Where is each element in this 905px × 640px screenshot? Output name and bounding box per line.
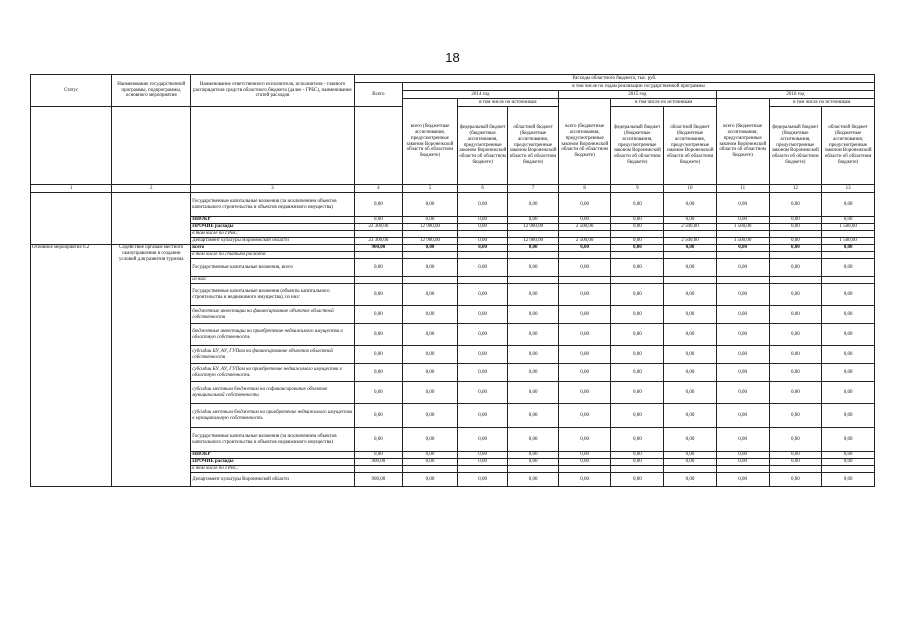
- column-number: 10: [664, 185, 717, 193]
- value-cell: 0,00: [558, 452, 611, 459]
- value-cell: 0,00: [457, 306, 507, 324]
- value-cell: 0,00: [664, 217, 717, 224]
- value-cell: [457, 231, 507, 238]
- row-label: Государственные капитальные вложения (за исключением объектов капитального строительства и объектов недвижимого имущества): [191, 428, 355, 452]
- value-cell: 0,00: [508, 324, 558, 346]
- row-label: Департамент культуры Воронежской области: [191, 473, 355, 487]
- header-year-2015: 2015 год: [558, 91, 716, 99]
- value-cell: 0,00: [664, 428, 717, 452]
- value-cell: 0,00: [716, 428, 769, 452]
- value-cell: 1 500,00: [822, 224, 875, 231]
- value-cell: 0,00: [611, 193, 664, 217]
- program-cell-empty: [112, 193, 191, 245]
- value-cell: 0,00: [354, 259, 402, 277]
- value-cell: 0,00: [558, 404, 611, 428]
- value-cell: [508, 252, 558, 259]
- value-cell: 0,00: [457, 452, 507, 459]
- value-cell: 0,00: [403, 259, 458, 277]
- value-cell: 0,00: [664, 452, 717, 459]
- value-cell: 0,00: [558, 346, 611, 364]
- value-cell: 0,00: [769, 364, 822, 382]
- value-cell: 0,00: [769, 259, 822, 277]
- value-cell: [403, 252, 458, 259]
- value-cell: 0,00: [558, 324, 611, 346]
- value-cell: 0,00: [558, 193, 611, 217]
- value-cell: 0,00: [457, 259, 507, 277]
- value-cell: 0,00: [769, 428, 822, 452]
- value-cell: 2 500,00: [664, 238, 717, 245]
- value-cell: [457, 466, 507, 473]
- value-cell: 0,00: [664, 346, 717, 364]
- table-row: [31, 245, 875, 252]
- value-cell: [611, 277, 664, 284]
- value-cell: [558, 231, 611, 238]
- row-label: Государственные капитальные вложения (за исключением объектов капитального строительства и объектов недвижимого имущества): [191, 193, 355, 217]
- value-cell: [716, 252, 769, 259]
- value-cell: 0,00: [716, 217, 769, 224]
- value-cell: 0,00: [457, 364, 507, 382]
- value-cell: [611, 252, 664, 259]
- header-by-years: в том числе по годам реализации государственной программы: [403, 83, 875, 91]
- row-label: ПРОЧИЕ расходы: [191, 459, 355, 466]
- value-cell: 0,00: [822, 428, 875, 452]
- value-cell: 0,00: [769, 224, 822, 231]
- value-cell: [664, 252, 717, 259]
- value-cell: [822, 231, 875, 238]
- value-cell: 0,00: [822, 324, 875, 346]
- value-cell: 0,00: [769, 306, 822, 324]
- value-cell: 0,00: [664, 364, 717, 382]
- row-label: субсидии БУ, АУ, ГУПам на приобретение недвижимого имущества в областную собственность: [191, 364, 355, 382]
- value-cell: 0,00: [403, 459, 458, 466]
- row-label: Департамент культуры Воронежской области: [191, 238, 355, 245]
- value-cell: 0,00: [716, 459, 769, 466]
- value-cell: 0,00: [822, 404, 875, 428]
- value-cell: 0,00: [822, 284, 875, 306]
- row-label: Государственные капитальные вложения (объекты капитального строительства и недвижимого имущества), из них:: [191, 284, 355, 306]
- value-cell: [769, 252, 822, 259]
- value-cell: 0,00: [558, 473, 611, 487]
- value-cell: 900,00: [354, 459, 402, 466]
- value-cell: 0,00: [611, 306, 664, 324]
- value-cell: [558, 466, 611, 473]
- value-cell: 0,00: [457, 284, 507, 306]
- value-cell: [611, 466, 664, 473]
- value-cell: 0,00: [716, 284, 769, 306]
- value-cell: [716, 277, 769, 284]
- row-label: всего: [191, 245, 355, 252]
- value-cell: 0,00: [716, 306, 769, 324]
- header-regional-2016: областной бюджет (бюджетные ассигнования, предусмотренные законом Воронежской области об областном бюджете): [822, 107, 875, 185]
- value-cell: 0,00: [716, 259, 769, 277]
- column-number: 13: [822, 185, 875, 193]
- column-number: 6: [457, 185, 507, 193]
- value-cell: 0,00: [611, 382, 664, 404]
- value-cell: 0,00: [403, 217, 458, 224]
- value-cell: 0,00: [822, 193, 875, 217]
- value-cell: 0,00: [354, 364, 402, 382]
- value-cell: 0,00: [508, 259, 558, 277]
- row-label: НИОКР: [191, 452, 355, 459]
- table-body-top: [31, 193, 875, 245]
- value-cell: 0,00: [769, 459, 822, 466]
- column-number: 5: [403, 185, 458, 193]
- value-cell: 1 500,00: [822, 238, 875, 245]
- value-cell: 0,00: [716, 404, 769, 428]
- value-cell: 0,00: [822, 382, 875, 404]
- value-cell: 0,00: [611, 324, 664, 346]
- value-cell: 0,00: [457, 404, 507, 428]
- row-label: в том числе по ГРБС:: [191, 231, 355, 238]
- value-cell: 0,00: [611, 473, 664, 487]
- value-cell: 0,00: [664, 404, 717, 428]
- value-cell: 0,00: [611, 459, 664, 466]
- value-cell: 0,00: [769, 217, 822, 224]
- value-cell: 0,00: [508, 346, 558, 364]
- table-body-measure: [31, 245, 875, 487]
- value-cell: 0,00: [769, 245, 822, 252]
- header-total-2014: всего (бюджетные ассигнования, предусмотренные законом Воронежской области об областном бюджете): [403, 99, 458, 185]
- value-cell: 0,00: [611, 346, 664, 364]
- value-cell: 0,00: [664, 306, 717, 324]
- value-cell: 0,00: [457, 473, 507, 487]
- value-cell: 0,00: [508, 473, 558, 487]
- value-cell: 0,00: [558, 428, 611, 452]
- value-cell: 0,00: [716, 245, 769, 252]
- value-cell: 0,00: [822, 364, 875, 382]
- value-cell: 0,00: [403, 324, 458, 346]
- header-regional-2014: областной бюджет (бюджетные ассигнования, предусмотренные законом Воронежской области об областном бюджете): [508, 107, 558, 185]
- value-cell: 0,00: [457, 245, 507, 252]
- table-row: [31, 193, 875, 217]
- value-cell: 0,00: [664, 193, 717, 217]
- value-cell: 0,00: [403, 193, 458, 217]
- value-cell: 0,00: [664, 459, 717, 466]
- value-cell: 0,00: [822, 346, 875, 364]
- value-cell: 0,00: [664, 473, 717, 487]
- row-label: субсидии местным бюджетам на софинансирование объектов муниципальной собственности: [191, 382, 355, 404]
- value-cell: 0,00: [664, 284, 717, 306]
- header-status: Статус: [31, 75, 112, 107]
- header-expenses: Расходы областного бюджета, тыс. руб.: [354, 75, 874, 83]
- value-cell: [508, 277, 558, 284]
- value-cell: 0,00: [508, 404, 558, 428]
- value-cell: 0,00: [354, 382, 402, 404]
- value-cell: 0,00: [403, 382, 458, 404]
- page-number: 18: [445, 50, 460, 65]
- value-cell: 0,00: [457, 382, 507, 404]
- value-cell: 900,00: [354, 245, 402, 252]
- value-cell: 0,00: [354, 452, 402, 459]
- header-federal-2014: федеральный бюджет (бюджетные ассигнования, предусмотренные законом Воронежской области об областном бюджете): [457, 107, 507, 185]
- value-cell: [716, 466, 769, 473]
- value-cell: [822, 252, 875, 259]
- value-cell: 0,00: [403, 452, 458, 459]
- value-cell: 0,00: [508, 382, 558, 404]
- value-cell: 0,00: [769, 193, 822, 217]
- value-cell: 0,00: [822, 473, 875, 487]
- value-cell: 0,00: [822, 459, 875, 466]
- value-cell: 22 300,00: [354, 224, 402, 231]
- value-cell: 0,00: [403, 364, 458, 382]
- column-number: 3: [191, 185, 355, 193]
- value-cell: 0,00: [558, 364, 611, 382]
- header-total-2015: всего (бюджетные ассигнования, предусмотренные законом Воронежской области об областном бюджете): [558, 99, 611, 185]
- value-cell: [769, 277, 822, 284]
- value-cell: 900,00: [354, 473, 402, 487]
- value-cell: 0,00: [611, 245, 664, 252]
- value-cell: [457, 277, 507, 284]
- status-cell-empty: [31, 193, 112, 245]
- value-cell: 0,00: [558, 217, 611, 224]
- value-cell: 0,00: [822, 259, 875, 277]
- value-cell: 0,00: [716, 452, 769, 459]
- value-cell: 0,00: [822, 217, 875, 224]
- value-cell: 0,00: [354, 404, 402, 428]
- header-total: Всего: [354, 83, 402, 107]
- value-cell: 0,00: [611, 364, 664, 382]
- row-label: бюджетные инвестиции на финансирование объектов областной собственности: [191, 306, 355, 324]
- value-cell: 0,00: [769, 382, 822, 404]
- value-cell: [508, 466, 558, 473]
- column-numbers-row: [31, 185, 875, 193]
- value-cell: [664, 466, 717, 473]
- value-cell: 0,00: [508, 217, 558, 224]
- value-cell: 0,00: [611, 238, 664, 245]
- header-sources-2014: в том числе по источникам: [457, 99, 558, 107]
- table-header: [31, 75, 875, 193]
- value-cell: 0,00: [457, 217, 507, 224]
- row-label: субсидии местным бюджетам на приобретение недвижимого имущества в муниципальную собственность: [191, 404, 355, 428]
- value-cell: [558, 277, 611, 284]
- header-sources-2015: в том числе по источникам: [611, 99, 716, 107]
- column-number: 4: [354, 185, 402, 193]
- row-label: НИОКР: [191, 217, 355, 224]
- row-label: ПРОЧИЕ расходы: [191, 224, 355, 231]
- value-cell: 0,00: [354, 346, 402, 364]
- value-cell: 0,00: [508, 364, 558, 382]
- value-cell: 0,00: [558, 459, 611, 466]
- value-cell: 0,00: [611, 284, 664, 306]
- value-cell: 0,00: [403, 428, 458, 452]
- value-cell: 0,00: [508, 459, 558, 466]
- value-cell: 0,00: [403, 284, 458, 306]
- value-cell: [822, 277, 875, 284]
- value-cell: 0,00: [403, 245, 458, 252]
- row-label: из них:: [191, 277, 355, 284]
- value-cell: 0,00: [403, 473, 458, 487]
- value-cell: 0,00: [457, 238, 507, 245]
- value-cell: [769, 231, 822, 238]
- value-cell: [354, 231, 402, 238]
- value-cell: [769, 466, 822, 473]
- value-cell: 0,00: [457, 324, 507, 346]
- value-cell: 0,00: [457, 346, 507, 364]
- column-number: 2: [112, 185, 191, 193]
- header-sources-2016: в том числе по источникам: [769, 99, 875, 107]
- value-cell: 0,00: [716, 382, 769, 404]
- value-cell: 0,00: [508, 193, 558, 217]
- value-cell: 0,00: [611, 217, 664, 224]
- row-label: в том числе по ГРБС:: [191, 466, 355, 473]
- budget-table: [30, 74, 875, 487]
- value-cell: 0,00: [716, 364, 769, 382]
- value-cell: 0,00: [508, 428, 558, 452]
- header-year-2016: 2016 год: [716, 91, 874, 99]
- header-federal-2015: федеральный бюджет (бюджетные ассигнования, предусмотренные законом Воронежской области об областном бюджете): [611, 107, 664, 185]
- value-cell: 0,00: [354, 324, 402, 346]
- row-label: в том числе по статьям расходов:: [191, 252, 355, 259]
- value-cell: 0,00: [664, 324, 717, 346]
- header-year-2014: 2014 год: [403, 91, 559, 99]
- value-cell: 0,00: [457, 428, 507, 452]
- value-cell: 2 500,00: [664, 224, 717, 231]
- header-federal-2016: федеральный бюджет (бюджетные ассигнования, предусмотренные законом Воронежской области об областном бюджете): [769, 107, 822, 185]
- value-cell: 0,00: [611, 224, 664, 231]
- column-number: 7: [508, 185, 558, 193]
- value-cell: 0,00: [354, 217, 402, 224]
- value-cell: 0,00: [769, 473, 822, 487]
- value-cell: [664, 277, 717, 284]
- value-cell: 2 500,00: [558, 238, 611, 245]
- column-number: 9: [611, 185, 664, 193]
- value-cell: 1 500,00: [716, 238, 769, 245]
- header-executor: Наименование ответственного исполнителя, исполнителя - главного распорядителя средств областного бюджета (далее - ГРБС), наименование статей расходов: [191, 75, 355, 107]
- value-cell: 23 300,00: [354, 238, 402, 245]
- value-cell: [403, 231, 458, 238]
- value-cell: 0,00: [508, 452, 558, 459]
- value-cell: 2 500,00: [558, 224, 611, 231]
- value-cell: 0,00: [716, 346, 769, 364]
- value-cell: [716, 231, 769, 238]
- value-cell: 0,00: [558, 382, 611, 404]
- value-cell: [403, 466, 458, 473]
- value-cell: 0,00: [558, 284, 611, 306]
- value-cell: 0,00: [457, 193, 507, 217]
- value-cell: 0,00: [611, 404, 664, 428]
- value-cell: [822, 466, 875, 473]
- column-number: 1: [31, 185, 112, 193]
- value-cell: 0,00: [457, 224, 507, 231]
- value-cell: [354, 252, 402, 259]
- value-cell: [664, 231, 717, 238]
- header-program-name: Наименование государственной программы, подпрограммы, основного мероприятия: [112, 75, 191, 107]
- value-cell: [457, 252, 507, 259]
- value-cell: [611, 231, 664, 238]
- value-cell: 0,00: [769, 404, 822, 428]
- value-cell: 0,00: [822, 452, 875, 459]
- value-cell: 0,00: [716, 193, 769, 217]
- value-cell: 0,00: [508, 284, 558, 306]
- value-cell: 0,00: [611, 428, 664, 452]
- value-cell: [558, 252, 611, 259]
- value-cell: 0,00: [508, 245, 558, 252]
- value-cell: 0,00: [716, 473, 769, 487]
- value-cell: 0,00: [769, 284, 822, 306]
- value-cell: 0,00: [354, 428, 402, 452]
- value-cell: 12 900,00: [508, 224, 558, 231]
- value-cell: [354, 466, 402, 473]
- value-cell: 0,00: [354, 306, 402, 324]
- value-cell: 0,00: [457, 459, 507, 466]
- row-label: бюджетные инвестиции на приобретение недвижимого имущества в областную собственность: [191, 324, 355, 346]
- column-number: 8: [558, 185, 611, 193]
- column-number: 12: [769, 185, 822, 193]
- value-cell: 0,00: [354, 193, 402, 217]
- row-label: субсидии БУ, АУ, ГУПам на финансирование объектов областной собственности: [191, 346, 355, 364]
- value-cell: 0,00: [403, 306, 458, 324]
- value-cell: 0,00: [558, 306, 611, 324]
- value-cell: 0,00: [822, 306, 875, 324]
- value-cell: 12 900,00: [403, 224, 458, 231]
- measure-status: Основное мероприятие 6.2: [31, 245, 112, 487]
- value-cell: 0,00: [769, 452, 822, 459]
- value-cell: [508, 231, 558, 238]
- column-number: 11: [716, 185, 769, 193]
- value-cell: 1 500,00: [716, 224, 769, 231]
- value-cell: 0,00: [716, 324, 769, 346]
- value-cell: 0,00: [558, 259, 611, 277]
- value-cell: 0,00: [769, 346, 822, 364]
- value-cell: 0,00: [354, 284, 402, 306]
- value-cell: [354, 277, 402, 284]
- value-cell: 0,00: [664, 382, 717, 404]
- value-cell: 0,00: [611, 452, 664, 459]
- value-cell: 0,00: [769, 238, 822, 245]
- value-cell: [403, 277, 458, 284]
- value-cell: 0,00: [822, 245, 875, 252]
- header-total-2016: всего (бюджетные ассигнования, предусмотренные законом Воронежской области об областном бюджете): [716, 99, 769, 185]
- measure-name: Содействие органам местного самоуправления в создании условий для развития туризма: [112, 245, 191, 487]
- row-label: Государственные капитальные вложения, всего: [191, 259, 355, 277]
- value-cell: 0,00: [508, 306, 558, 324]
- value-cell: 0,00: [403, 346, 458, 364]
- value-cell: 0,00: [403, 404, 458, 428]
- header-regional-2015: областной бюджет (бюджетные ассигнования, предусмотренные законом Воронежской области об областном бюджете): [664, 107, 717, 185]
- value-cell: 0,00: [769, 324, 822, 346]
- value-cell: 0,00: [558, 245, 611, 252]
- value-cell: 12 900,00: [508, 238, 558, 245]
- value-cell: 0,00: [611, 259, 664, 277]
- value-cell: 0,00: [664, 259, 717, 277]
- value-cell: 0,00: [664, 245, 717, 252]
- value-cell: 12 900,00: [403, 238, 458, 245]
